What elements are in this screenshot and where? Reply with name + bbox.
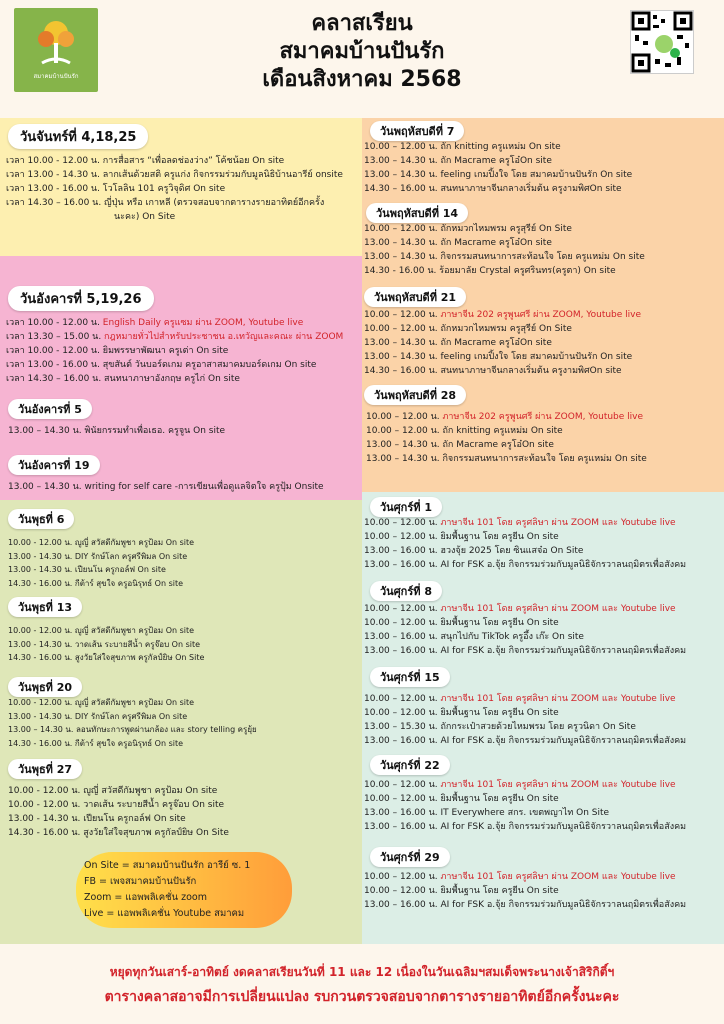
list-item: 13.00 – 16.00 น. AI for FSK อ.จุ้ย กิจกรรมร่วมกับมูลนิธิจักรวาลนฤมิตรเพื่อสังคม — [364, 736, 687, 746]
list-item: เวลา 13.30 – 15.00 น. กฎหมายทั่วไปสำหรับประชาชน อ.เทวัญและคณะ ผ่าน ZOOM — [6, 332, 344, 342]
list-item: 10.00 – 12.00 น. ถักหมวกไหมพรม ครูสุรีย์ On Site — [364, 224, 572, 234]
thursday-heading: วันพฤหัสบดีที่ 21 — [364, 287, 466, 307]
list-item: 13.00 - 14.30 น. เปียนโน ครูกอล์ฟ On site — [8, 814, 186, 824]
list-item: 10.00 – 12.00 น. ถัก knitting ครูแหม่ม On site — [364, 142, 561, 152]
friday-heading: วันศุกร์ที่ 1 — [370, 497, 442, 517]
list-item: 13.00 – 14.30 น. กิจกรรมสนทนาการสะท้อนใจ โดย ครูแหม่ม On site — [366, 454, 647, 464]
list-item: 13.00 – 14.30 น. feeling เกมปิ้งใจ โดย สมาคมบ้านปันรัก On site — [364, 170, 633, 180]
friday-section — [362, 492, 724, 944]
monday-heading: วันจันทร์ที่ 4,18,25 — [8, 124, 148, 149]
wednesday-heading: วันพุธที่ 20 — [8, 677, 82, 697]
list-item: 13.00 – 14.30 น. พินัยกรรมทำเพื่อเธอ. ครูจูน On site — [8, 426, 226, 436]
list-item: 10.00 – 12.00 น. ยิมพื้นฐาน โดย ครูยีน On site — [364, 532, 559, 542]
list-item: 10.00 – 12.00 น. ถักหมวกไหมพรม ครูสุรีย์ On Site — [364, 324, 572, 334]
list-item: 13.00 – 16.00 น. AI for FSK อ.จุ้ย กิจกรรมร่วมกับมูลนิธิจักรวาลนฤมิตรเพื่อสังคม — [364, 900, 687, 910]
list-item: 13.00 - 14.30 น. เปียนโน ครูกอล์ฟ On site — [8, 565, 166, 574]
list-item: 10.00 - 12.00 น. ญูญี่ สวัสดีกัมพูชา ครูป้อม On site — [8, 786, 218, 796]
title-line: คลาสเรียน — [311, 11, 413, 36]
legend-item: On Site = สมาคมบ้านปันรัก อารีย์ ซ. 1 — [84, 860, 251, 871]
list-item: 10.00 – 12.00 น. ยิมพื้นฐาน โดย ครูยีน On site — [364, 708, 559, 718]
list-item: 10.00 – 12.00 น. ภาษาจีน 202 ครูพูนศรี ผ่าน ZOOM, Youtube live — [366, 412, 644, 422]
legend-item: Zoom = แอพพลิเคชั่น zoom — [84, 892, 207, 903]
list-item: เวลา 10.00 - 12.00 น. การสื่อสาร “เพื่อลดช่องว่าง” โค้ชน้อย On site — [6, 156, 285, 166]
footer-change-note: ตารางคลาสอาจมีการเปลี่ยนแปลง รบกวนตรวจสอบจากตารางรายอาทิตย์อีกครั้งนะคะ — [104, 989, 620, 1005]
logo-text: สมาคมบ้านปันรัก — [33, 73, 79, 80]
qr-code-icon — [631, 11, 693, 73]
list-item: 13.00 - 14.30 น. DIY รักษ์โลก ครูศรีพิมล On site — [8, 551, 188, 561]
footer-holiday-note: หยุดทุกวันเสาร์-อาทิตย์ งดคลาสเรียนวันที่ 11 และ 12 เนื่องในวันเฉลิมฯสมเด็จพระนางเจ้าสิริกิติ์ฯ — [109, 965, 615, 979]
title-line: เดือนสิงหาคม 2568 — [262, 67, 462, 92]
list-item: 10.00 - 12.00 น. วาดเส้น ระบายสีน้ำ ครูจ๊อบ On site — [8, 800, 225, 810]
list-item: 13.00 – 14.30 น. feeling เกมปิ้งใจ โดย สมาคมบ้านปันรัก On site — [364, 352, 633, 362]
list-item: 10.00 – 12.00 น. ถัก knitting ครูแหม่ม On site — [366, 426, 563, 436]
legend-item: Live = แอพพลิเคชั่น Youtube สมาคม — [84, 908, 245, 919]
list-item: 13.00 - 14.30 น. วาดเส้น ระบายสีน้ำ ครูจ๊อบ On site — [8, 639, 201, 649]
list-item: 14.30 – 16.00 น. สนทนาภาษาจีนกลางเริ่มต้น ครูงามพิศOn site — [364, 184, 622, 194]
list-item: เวลา 13.00 - 16.00 น. โวโลลิน 101 ครูวิจุดิศ On site — [6, 184, 226, 194]
list-item: 13.00 – 15.30 น. ถักกระเป๋าสวยด้วยไหมพรม โดย ครูวนิดา On Site — [364, 722, 636, 732]
list-item: เวลา 14.30 – 16.00 น. ญี่ปุ่น หรือ เกาหลี (ตรวจสอบจากตารางรายอาทิตย์อีกครั้ง — [6, 198, 325, 208]
legend — [76, 852, 292, 928]
friday-heading: วันศุกร์ที่ 8 — [370, 581, 442, 601]
friday-heading: วันศุกร์ที่ 22 — [370, 755, 450, 775]
wednesday-heading: วันพุธที่ 6 — [8, 509, 74, 529]
list-item: 10.00 – 12.00 น. ยิมพื้นฐาน โดย ครูยีน On site — [364, 618, 559, 628]
list-item: 10.00 - 12.00 น. ญูญี่ สวัสดีกัมพูชา ครูป้อม On site — [8, 626, 195, 635]
friday-heading: วันศุกร์ที่ 15 — [370, 667, 450, 687]
tree-logo-icon — [34, 19, 78, 69]
list-item: 14.30 - 16.00 น. กีต้าร์ สุขใจ ครูอนิรุทธ์ On site — [8, 738, 184, 748]
list-item: 13.00 – 14.30 น. writing for self care -การเขียนเพื่อดูแลจิตใจ ครูปุ้ม Onsite — [8, 482, 324, 492]
tuesday-list — [6, 316, 343, 386]
list-item: 13.00 – 14.30 น. ถัก Macrame ครูโอ๋On site — [366, 440, 554, 450]
list-item: 14.30 - 16.00 น. ร้อยมาลัย Crystal ครูศรินทร(ครูตา) On site — [364, 266, 616, 276]
list-item: 10.00 – 12.00 น. ภาษาจีน 101 โดย ครูศลิษา ผ่าน ZOOM และ Youtube live — [364, 604, 676, 614]
title-line: สมาคมบ้านปันรัก — [279, 39, 445, 64]
list-item: 10.00 – 12.00 น. ยิมพื้นฐาน โดย ครูยีน On site — [364, 886, 559, 896]
list-item: 10.00 – 12.00 น. ยิมพื้นฐาน โดย ครูยีน On site — [364, 794, 559, 804]
tuesday-sub1-heading: วันอังคารที่ 5 — [8, 399, 92, 419]
thursday-section — [362, 118, 724, 492]
list-item: นะคะ) On Site — [114, 212, 176, 222]
tuesday-sub2-heading: วันอังคารที่ 19 — [8, 455, 100, 475]
list-item: 10.00 – 12.00 น. ภาษาจีน 101 โดย ครูศลิษา ผ่าน ZOOM และ Youtube live — [364, 694, 676, 704]
monday-section — [0, 118, 362, 256]
list-item: 13.00 – 14.30 น. ถัก Macrame ครูโอ๋On site — [364, 156, 552, 166]
list-item: 10.00 – 12.00 น. ภาษาจีน 101 โดย ครูศลิษา ผ่าน ZOOM และ Youtube live — [364, 780, 676, 790]
list-item: เวลา 13.00 - 14.30 น. ลากเส้นด้วยสติ ครูแก่ง กิจกรรมร่วมกับมูลนิธิบ้านอารีย์ onsite — [6, 170, 343, 180]
thursday-heading: วันพฤหัสบดีที่ 28 — [364, 385, 466, 405]
wednesday-heading: วันพุธที่ 27 — [8, 759, 82, 779]
tuesday-heading: วันอังคารที่ 5,19,26 — [8, 286, 154, 311]
qr-code[interactable] — [630, 10, 694, 74]
list-item: 13.00 – 16.00 น. สนุกไปกับ TikTok ครูอึ้ง เก๊ะ On site — [364, 632, 584, 642]
thursday-heading: วันพฤหัสบดีที่ 14 — [366, 203, 468, 223]
list-item: เวลา 10.00 - 12.00 น. ยิมพรรษาพัฒนา ครูเต่า On site — [6, 346, 229, 356]
list-item: เวลา 13.00 - 16.00 น. สุขสันต์ วันบอร์ดเกม ครูอาสาสมาคมบอร์ดเกม On site — [6, 360, 317, 370]
list-item: เวลา 10.00 - 12.00 น. English Daily ครูแซม ผ่าน ZOOM, Youtube live — [6, 318, 304, 328]
list-item: 13.00 – 16.00 น. AI for FSK อ.จุ้ย กิจกรรมร่วมกับมูลนิธิจักรวาลนฤมิตรเพื่อสังคม — [364, 646, 687, 656]
list-item: 13.00 – 16.00 น. AI for FSK อ.จุ้ย กิจกรรมร่วมกับมูลนิธิจักรวาลนฤมิตรเพื่อสังคม — [364, 822, 687, 832]
list-item: 13.00 – 16.00 น. AI for FSK อ.จุ้ย กิจกรรมร่วมกับมูลนิธิจักรวาลนฤมิตรเพื่อสังคม — [364, 560, 687, 570]
list-item: 13.00 – 14.30 น. ถัก Macrame ครูโอ๋On site — [364, 338, 552, 348]
wednesday-heading: วันพุธที่ 13 — [8, 597, 82, 617]
list-item: 10.00 – 12.00 น. ภาษาจีน 101 โดย ครูศลิษา ผ่าน ZOOM และ Youtube live — [364, 872, 676, 882]
page-title — [180, 10, 544, 94]
list-item: 10.00 - 12.00 น. ญูญี่ สวัสดีกัมพูชา ครูป้อม On site — [8, 538, 195, 547]
list-item: 13.00 – 16.00 น. IT Everywhere สกร. เขตพญาไท On Site — [364, 808, 610, 818]
list-item: 13.00 – 16.00 น. ฮวงจุ้ย 2025 โดย ซินแสจ๋อ On Site — [364, 546, 584, 556]
list-item: 14.30 - 16.00 น. กีต้าร์ สุขใจ ครูอนิรุทธ์ On site — [8, 578, 184, 588]
list-item: 10.00 – 12.00 น. ภาษาจีน 202 ครูพูนศรี ผ่าน ZOOM, Youtube live — [364, 310, 642, 320]
friday-heading: วันศุกร์ที่ 29 — [370, 847, 450, 867]
list-item: 13.00 - 14.30 น. DIY รักษ์โลก ครูศรีพิมล On site — [8, 711, 188, 721]
list-item: 13.00 – 14.30 น. ลอนทักษะการพูดผ่านกล้อง และ story telling ครูยุ้ย — [8, 725, 257, 734]
list-item: เวลา 14.30 – 16.00 น. สนทนาภาษาอังกฤษ ครูไก่ On site — [6, 374, 240, 384]
list-item: 10.00 – 12.00 น. ภาษาจีน 101 โดย ครูศลิษา ผ่าน ZOOM และ Youtube live — [364, 518, 676, 528]
list-item: 14.30 – 16.00 น. สนทนาภาษาจีนกลางเริ่มต้น ครูงามพิศOn site — [364, 366, 622, 376]
thursday-heading: วันพฤหัสบดีที่ 7 — [370, 121, 464, 141]
tuesday-section — [0, 256, 362, 500]
logo — [14, 8, 98, 92]
list-item: 14.30 - 16.00 น. สูงวัยใส่ใจสุขภาพ ครูกัลป์ยิษ On Site — [8, 653, 205, 662]
legend-item: FB = เพจสมาคมบ้านปันรัก — [84, 876, 197, 887]
list-item: 13.00 – 14.30 น. ถัก Macrame ครูโอ๋On site — [364, 238, 552, 248]
list-item: 13.00 – 14.30 น. กิจกรรมสนทนาการสะท้อนใจ โดย ครูแหม่ม On site — [364, 252, 645, 262]
list-item: 14.30 - 16.00 น. สูงวัยใส่ใจสุขภาพ ครูกัลป์ยิษ On Site — [8, 828, 229, 838]
list-item: 10.00 - 12.00 น. ญูญี่ สวัสดีกัมพูชา ครูป้อม On site — [8, 698, 195, 707]
